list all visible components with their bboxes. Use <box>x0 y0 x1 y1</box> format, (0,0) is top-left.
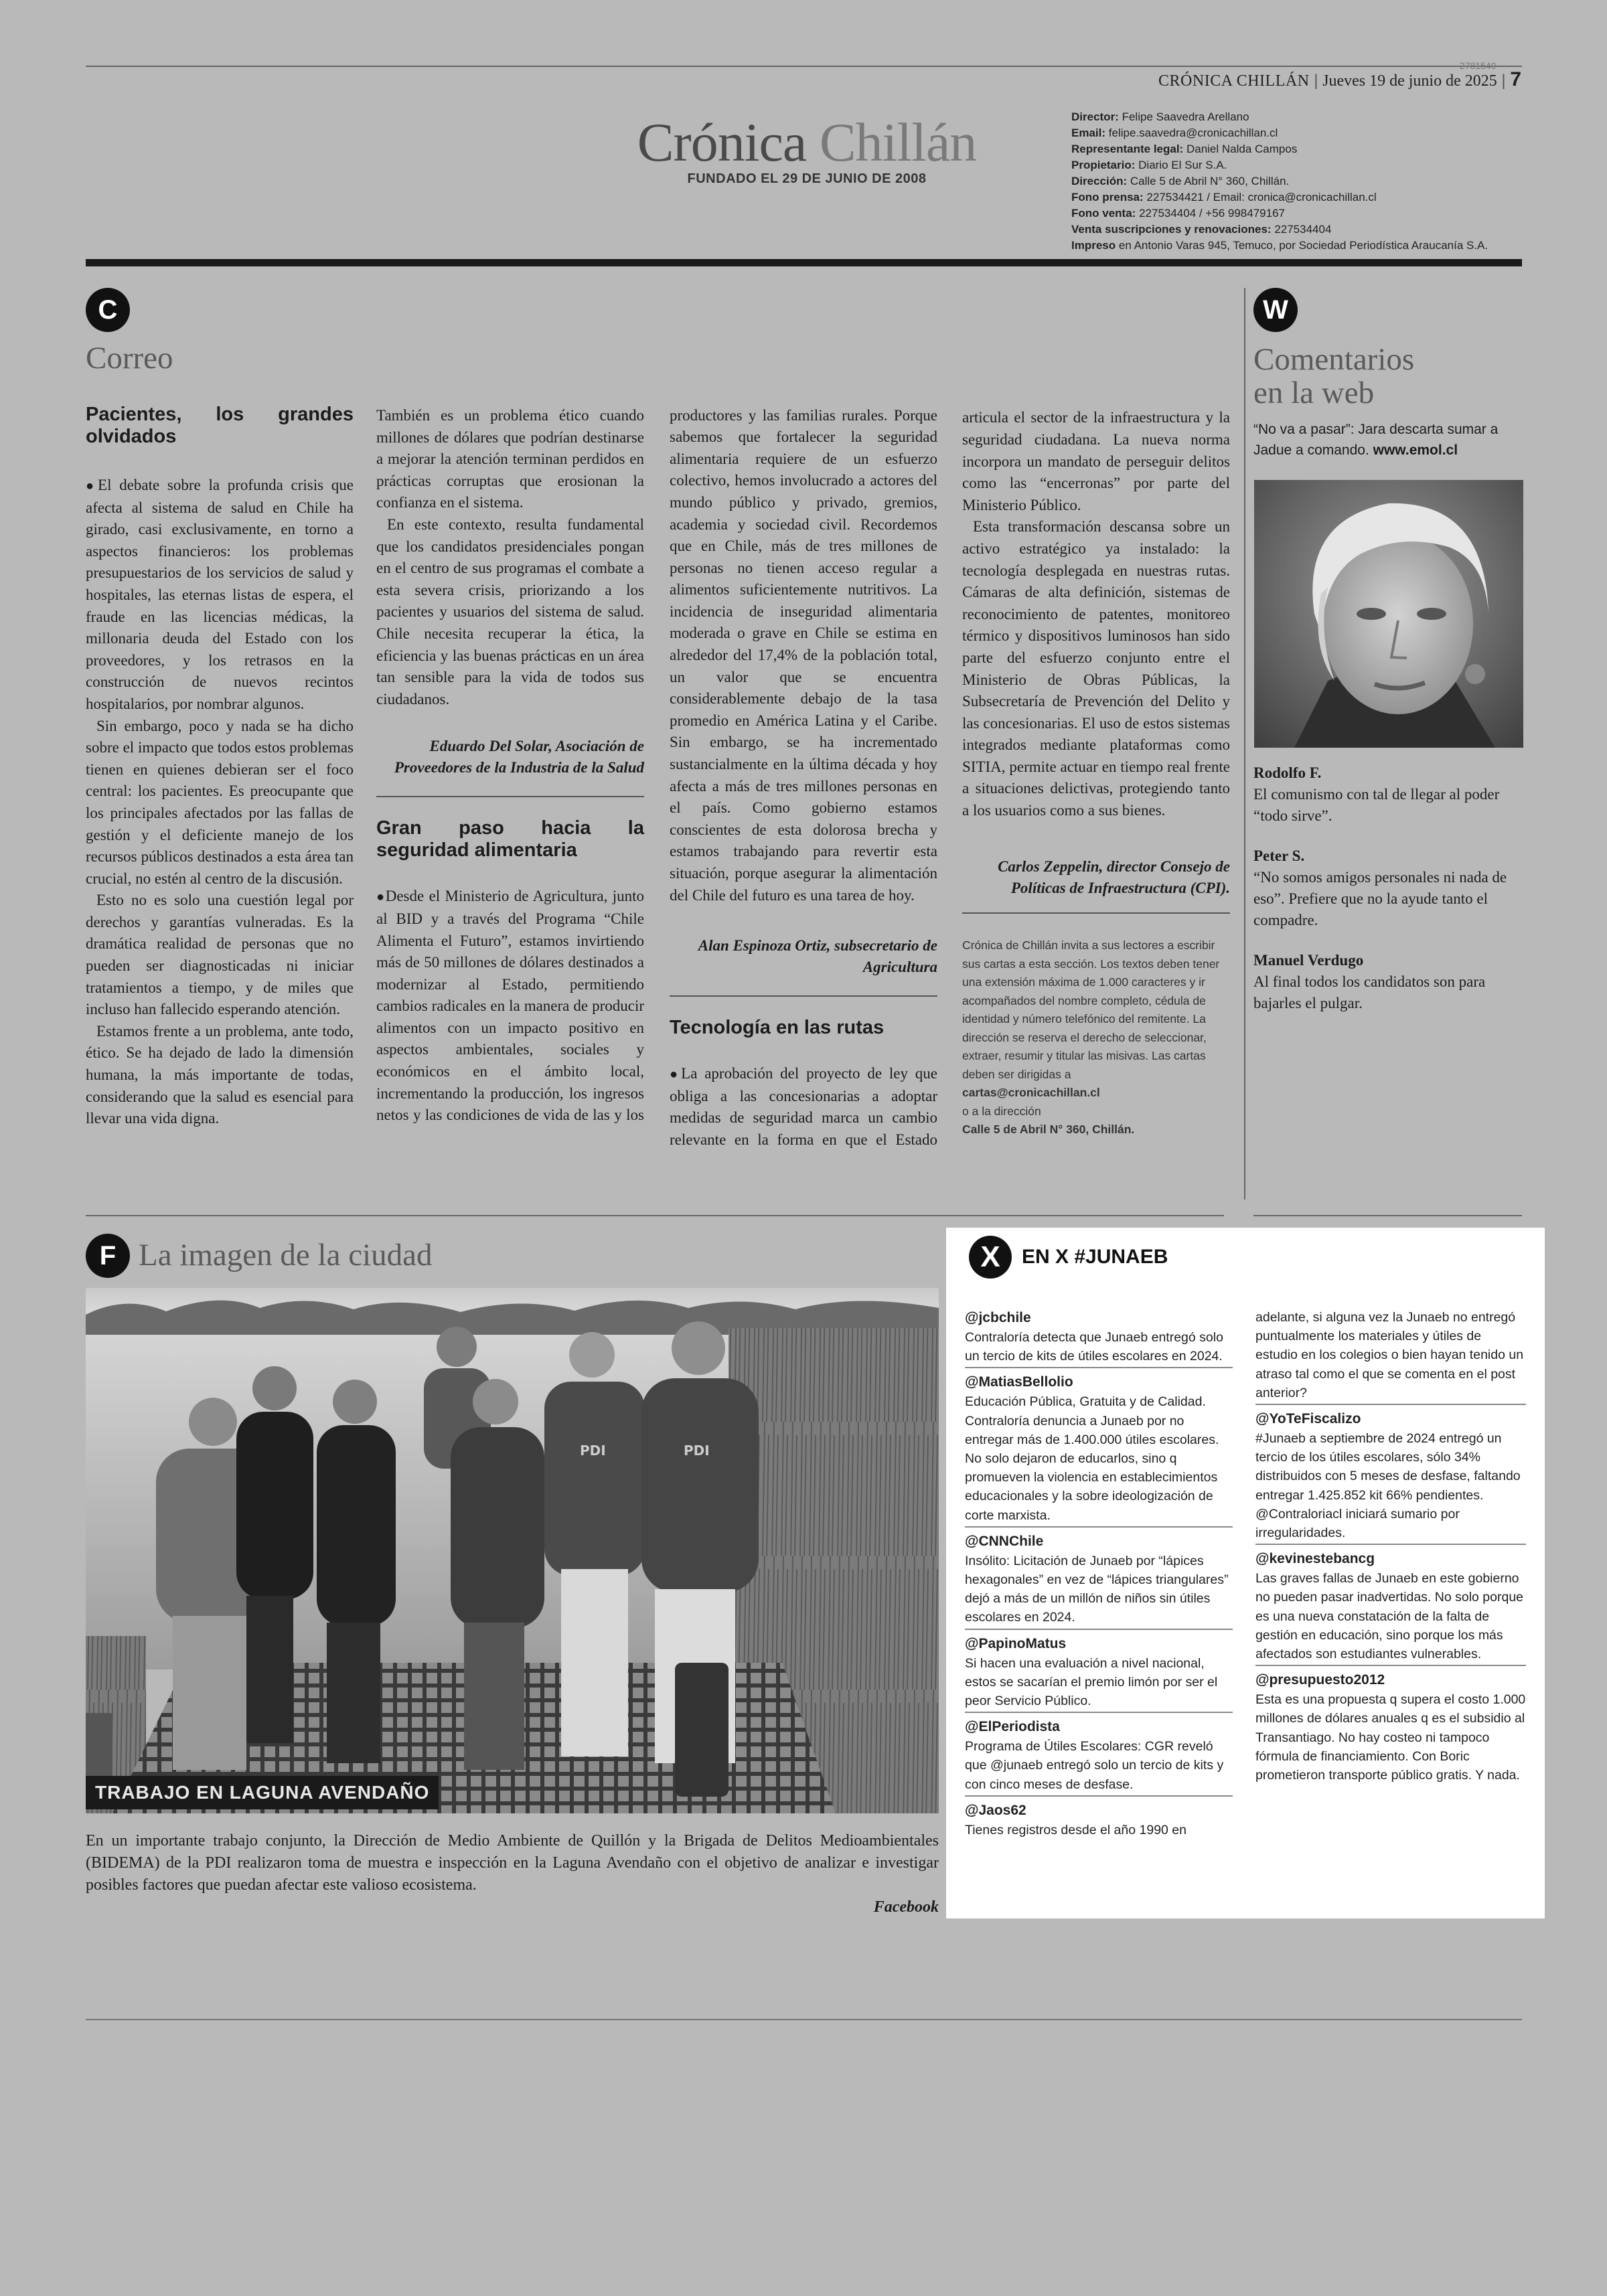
letter2-signature: Alan Espinoza Ortiz, subsecretario de Agricultura <box>698 937 937 975</box>
web-comment <box>1253 762 1521 827</box>
info-press-phone: Fono prensa: 227534421 / Email: cronica@cronicachillan.cl <box>1071 191 1377 203</box>
x-post <box>965 1634 1233 1711</box>
letter1-paragraph: Sin embargo, poco y nada se ha dicho sobre el impacto que todos estos problemas tienen en quienes debieran ser el foco central: los pacientes. Es preocupante que los principales afectados por las fallas de gestión y el deficiente manejo de los recursos públicos destinados a esta área tan crucial, no estén al centro de la discusión. <box>86 717 354 887</box>
web-comment <box>1253 950 1521 1014</box>
page-marker: CRÓNICA CHILLÁN <box>1158 72 1310 90</box>
x-post-text-continued: adelante, si alguna vez la Junaeb no entregó puntualmente los materiales y útiles de estudio en los colegios o bien hayan tenido un atraso tal como el que se comenta en el post anterior? <box>1255 1310 1524 1400</box>
letter3-signature: Carlos Zeppelin, director Consejo de Políticas de Infraestructura (CPI). <box>998 858 1230 896</box>
x-post-text: Contraloría detecta que Junaeb entregó solo un tercio de kits de útiles escolares en 2024. <box>965 1330 1223 1364</box>
x-handle[interactable]: @kevinestebancg <box>1255 1551 1375 1567</box>
city-photo <box>86 1288 939 1813</box>
info-director: Director: Felipe Saavedra Arellano <box>1071 110 1249 123</box>
web-teaser: “No va a pasar”: Jara descarta sumar a Jadue a comando. www.emol.cl <box>1253 422 1499 458</box>
x-post <box>965 1308 1233 1366</box>
x-handle[interactable]: @presupuesto2012 <box>1255 1672 1385 1688</box>
letter3-headline: Tecnología en las rutas <box>670 1017 885 1038</box>
x-post-divider <box>965 1712 1233 1713</box>
x-post-divider <box>965 1367 1233 1368</box>
x-post-text: Educación Pública, Gratuita y de Calidad. Contraloría denuncia a Junaeb por no entregar más de 1.400.000 útiles escolares. No solo dejaron de educarlos, sino q promueven la violencia en establecimientos educacionales y la sobre ideologización de corte marxista. <box>965 1394 1219 1523</box>
letter1-paragraph: ●El debate sobre la profunda crisis que afecta al sistema de salud en Chile ha girado, casi exclusivamente, en torno a aspectos financieros: los problemas presupuestarios de los servicios de salud y hospitales, las eternas listas de espera, el fraude en las licencias médicas, la millonaria deuda del Estado con los proveedores, y los retrasos en la construcción de nuevos recintos hospitalarios, por nombrar algunos. <box>86 477 354 712</box>
info-email: Email: felipe.saavedra@cronicachillan.cl <box>1071 127 1278 139</box>
logo-word-chillan: Chillán <box>819 112 977 173</box>
header-thick-rule <box>86 259 1522 266</box>
letter3-continuation-frame <box>962 405 1230 833</box>
photo-label: TRABAJO EN LAGUNA AVENDAÑO <box>86 1776 439 1809</box>
correo-column-1 <box>86 404 354 1130</box>
x-post-text: Esta es una propuesta q supera el costo 1.000 millones de dólares anuales q es el subsidio al Transantiago. No hay costeo ni tampoco fórmula de financiamiento. Con Boric prometieron transporte público gratis. Y nada. <box>1255 1692 1526 1783</box>
x-post-divider <box>965 1629 1233 1630</box>
x-post-text: Tienes registros desde el año 1990 en <box>965 1822 1187 1837</box>
section-rule <box>1253 1215 1522 1216</box>
x-post <box>965 1532 1233 1627</box>
masthead-logo <box>619 112 994 187</box>
web-w-icon: W <box>1253 288 1298 332</box>
web-teaser-site[interactable]: www.emol.cl <box>1373 442 1458 458</box>
page-date: Jueves 19 de junio de 2025 <box>1322 72 1497 90</box>
comment-text: El comunismo con tal de llegar al poder “todo sirve”. <box>1253 786 1500 824</box>
page-number: 7 <box>1510 68 1521 90</box>
web-comments <box>1253 762 1521 1014</box>
x-post <box>1255 1670 1526 1785</box>
letter2-headline: Gran paso hacia la seguridad alimentaria <box>376 817 644 862</box>
notice-divider <box>962 912 1230 914</box>
x-panel-title: EN X #JUNAEB <box>1022 1246 1168 1268</box>
info-sales-phone: Fono venta: 227534404 / +56 998479167 <box>1071 207 1285 220</box>
x-handle[interactable]: @jcbchile <box>965 1310 1031 1325</box>
x-post-divider <box>1255 1665 1526 1666</box>
letter3-paragraph-part: ●La aprobación del proyecto de ley que obliga a las concesionarias a adoptar medidas de seguridad marca un cambio relevante en la forma en que el Estado <box>670 1065 937 1148</box>
comment-author: Peter S. <box>1253 847 1305 864</box>
info-legal-rep: Representante legal: Daniel Nalda Campos <box>1071 143 1298 155</box>
x-column-left <box>965 1308 1233 1839</box>
info-owner: Propietario: Diario El Sur S.A. <box>1071 159 1227 171</box>
x-column-right <box>1255 1308 1526 1785</box>
bottom-rule <box>86 2019 1522 2020</box>
letters-email[interactable]: cartas@cronicachillan.cl <box>962 1086 1100 1099</box>
correo-column-3 <box>670 405 937 1149</box>
x-post-divider <box>965 1526 1233 1528</box>
web-comment <box>1253 845 1521 931</box>
page-folio: CRÓNICA CHILLÁN | Jueves 19 de junio de 2025 | 7 <box>1158 68 1521 90</box>
column-separator <box>1244 288 1245 1200</box>
x-post-divider <box>965 1795 1233 1797</box>
correo-column-4 <box>962 405 1230 1139</box>
info-subscriptions: Venta suscripciones y renovaciones: 227534404 <box>1071 223 1332 236</box>
section-rule <box>86 1215 1224 1216</box>
letter1-paragraph: Esto no es solo una cuestión legal por derechos y garantías vulneradas. Es la dramática realidad de personas que no pueden ser diagnosticadas ni iniciar tratamientos a tiempo, y de miles que incluso han fallecido esperando atención. <box>86 892 354 1018</box>
x-post <box>1255 1409 1526 1542</box>
x-handle[interactable]: @CNNChile <box>965 1533 1044 1549</box>
commentator-photo <box>1254 480 1523 748</box>
letter3-paragraph-continued: articula el sector de la infraestructura y la seguridad ciudadana. La nueva norma incorpora un mandato de perseguir delitos como las “encerronas” por parte del Ministerio Público. <box>962 409 1230 513</box>
top-rule <box>86 66 1522 67</box>
info-printed: Impreso en Antonio Varas 945, Temuco, por Sociedad Periodística Araucanía S.A. <box>1071 239 1488 252</box>
letter2-continuation-frame <box>670 405 937 910</box>
x-handle[interactable]: @PapinoMatus <box>965 1635 1067 1651</box>
page-stamp: 2781549 <box>1460 60 1497 71</box>
letter-divider <box>670 995 937 997</box>
masthead-info <box>1071 109 1540 254</box>
lagoon-team-photo-icon <box>86 1288 939 1813</box>
x-post-text: Si hacen una evaluación a nivel nacional, estos se sacarían el premio limón por ser el peor Servicio Público. <box>965 1655 1218 1709</box>
x-post-text: Insólito: Licitación de Junaeb por “lápices hexagonales” en vez de “lápices triangulares” dejó a más de un millón de niños sin útiles escolares en 2024. <box>965 1553 1229 1625</box>
x-post <box>965 1801 1233 1839</box>
photo-credit: Facebook <box>873 1898 939 1916</box>
letter1-signature: Eduardo Del Solar, Asociación de Proveedores de la Industria de la Salud <box>394 738 644 776</box>
correo-column-2 <box>376 405 644 1127</box>
woman-portrait-icon <box>1254 480 1523 748</box>
correo-title: Correo <box>86 341 173 376</box>
x-logo-icon: X <box>969 1236 1012 1279</box>
letters-notice: Crónica de Chillán invita a sus lectores a escribir sus cartas a esta sección. Los textos deben tener una extensión máxima de 1.000 caracteres y ir acompañados del nombre completo, cédula de identidad y número telefónico del remitente. La dirección se reserva el derecho de seleccionar, extraer, resumir y titular las misivas. Las cartas deben ser dirigidas a cartas@cronicachillan.cl o a la dirección Calle 5 de Abril N° 360, Chillán. <box>962 938 1220 1136</box>
city-image-title: La imagen de la ciudad <box>139 1238 433 1273</box>
svg-text:PDI: PDI <box>580 1443 606 1459</box>
comment-author: Rodolfo F. <box>1253 764 1322 781</box>
photo-caption: En un importante trabajo conjunto, la Dirección de Medio Ambiente de Quillón y la Brigada de Delitos Medioambientales (BIDEMA) de la PDI realizaron toma de muestra e inspección en la Laguna Avendaño con el objetivo de analizar e investigar posibles factores que puedan afectar este valioso ecosistema. Facebook <box>86 1830 939 1918</box>
web-title: Comentarios en la web <box>1253 342 1415 410</box>
x-handle[interactable]: @YoTeFiscalizo <box>1255 1411 1361 1427</box>
comment-text: “No somos amigos personales ni nada de eso”. Prefiere que no la ayude tanto el compadre. <box>1253 869 1507 928</box>
letter1-paragraph: En este contexto, resulta fundamental que los candidatos presidenciales pongan en el centro de sus programas el combate a esta severa crisis, priorizando a los pacientes y usuarios del sistema de salud. Chile necesita recuperar la ética, la eficiencia y las buenas prácticas en un área tan sensible para la vida de todos sus ciudadanos. <box>376 515 644 708</box>
info-address: Dirección: Calle 5 de Abril N° 360, Chillán. <box>1071 175 1290 187</box>
x-post-text: Programa de Útiles Escolares: CGR reveló que @junaeb entregó solo un tercio de kits y con cinco meses de desfase. <box>965 1739 1224 1792</box>
x-post-divider <box>1255 1404 1526 1405</box>
x-post <box>965 1717 1233 1794</box>
x-post-divider <box>1255 1544 1526 1545</box>
x-post-text: #Junaeb a septiembre de 2024 entregó un tercio de los útiles escolares, sólo 34% distribuidos con 5 meses de desfase, faltando entregar 1.425.852 kit 66% pendientes. @Contraloriacl iniciará sumario por irregularidades. <box>1255 1431 1521 1541</box>
letter2-paragraph-part: ●Desde el Ministerio de Agricultura, junto al BID y a través del Programa “Chile Alimenta el Futuro”, estamos invirtiendo más de 50 millones de dólares destinados a modernizar al Estado, permitiendo cambios radicales en la manera de producir alimentos con un impacto positivo en aspectos ambientales, sociales y económicos en el ámbito local, incrementando la producción, los ingresos netos y las condiciones de vida de las y los <box>376 888 644 1124</box>
founded-line: FUNDADO EL 29 DE JUNIO DE 2008 <box>687 171 927 186</box>
x-panel <box>946 1228 1545 1918</box>
x-handle[interactable]: @MatiasBellolio <box>965 1374 1073 1390</box>
letter1-paragraph: Estamos frente a un problema, ante todo, ético. Se ha dejado de lado la dimensión humana, la más importante de todas, considerando que la salud es esencial para llevar una vida digna. <box>86 1022 354 1127</box>
svg-text:PDI: PDI <box>684 1443 710 1459</box>
letter2-paragraph-continued: productores y las familias rurales. Porque sabemos que fortalecer la seguridad alimentaria requiere de un esfuerzo colectivo, hemos involucrado a actores del mundo público y privado, gremios, academia y sociedad civil. Recordemos que en Chile, más de tres millones de personas no tienen acceso regular a alimentos suficientemente nutritivos. La incidencia de inseguridad alimentaria moderada o grave en Chile se estima en alrededor del 17,4% de la población total, un valor que se encuentra considerablemente debajo de la tasa promedio en América Latina y el Caribe. Sin embargo, se ha incrementado sustancialmente en la última década y hoy afecta a más de tres millones personas en el país. Como gobierno estamos conscientes de esta dolorosa brecha y estamos trabajando para revertir esta situación, porque asegurar la alimentación del Chile del futuro es una tarea de hoy. <box>670 406 937 904</box>
letter3-paragraph: Esta transformación descansa sobre un activo estratégico ya instalado: la tecnología desplegada en nuestras rutas. Cámaras de alta definición, sistemas de reconocimiento de patentes, monitoreo térmico y dispositivos luminosos han sido parte del esfuerzo conjunto entre el Ministerio de Obras Públicas, la Subsecretaría de Prevención del Delito y las concesionarias. El uso de estos sistemas integrados mediante plataformas como SITIA, permite actuar en tiempo real frente a situaciones delictivas, protegiendo tanto a los usuarios como a sus bienes. <box>962 518 1230 819</box>
x-post <box>1255 1549 1526 1663</box>
comment-author: Manuel Verdugo <box>1253 952 1364 969</box>
letter1-paragraph: También es un problema ético cuando millones de dólares que podrían destinarse a mejorar la atención terminan perdidos en prácticas corruptas que erosionan la confianza en el sistema. <box>376 407 644 511</box>
x-handle[interactable]: @Jaos62 <box>965 1802 1026 1818</box>
correo-c-icon: C <box>86 288 130 332</box>
comment-text: Al final todos los candidatos son para bajarles el pulgar. <box>1253 973 1486 1011</box>
letter1-headline: Pacientes, los grandes olvidados <box>86 404 354 447</box>
x-post-text: Las graves fallas de Junaeb en este gobierno no pueden pasar inadvertidas. No solo porque es una nueva constatación de la falta de gestión en educación, sino porque los más afectados son estudiantes vulnerables. <box>1255 1571 1524 1662</box>
logo-word-cronica: Crónica <box>637 112 807 173</box>
x-handle[interactable]: @ElPeriodista <box>965 1719 1060 1735</box>
city-f-icon: F <box>86 1234 130 1278</box>
letter-divider <box>376 796 644 797</box>
x-post <box>965 1372 1233 1524</box>
